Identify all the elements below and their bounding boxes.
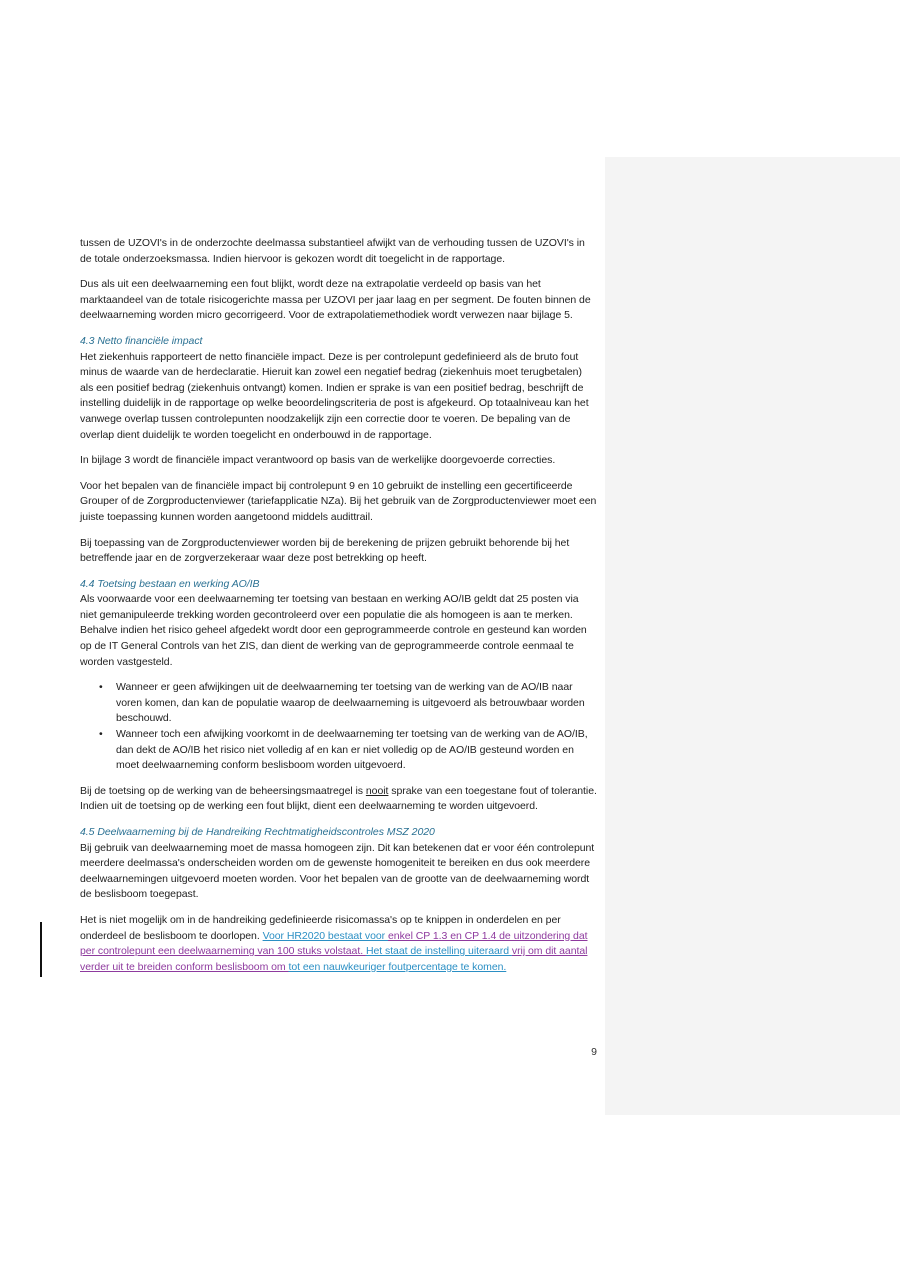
bullet-list-aoib bbox=[80, 680, 597, 774]
paragraph-extrapolatie: Dus als uit een deelwaarneming een fout blijkt, wordt deze na extrapolatie verdeeld op basis van het marktaandeel van de totale risicogerichte massa per UZOVI per jaar laag en per segment. De fouten binnen de deelwaarneming worden micro gecorrigeerd. Voor de extrapolatiemethodiek wordt verwezen naar bijlage 5. bbox=[80, 278, 591, 322]
paragraph-bijlage-3: In bijlage 3 wordt de financiële impact verantwoord op basis van de werkelijke doorgevoerde correcties. bbox=[80, 454, 556, 467]
text-segment: sprake van een toegestane fout of tolerantie. Indien uit de toetsing op de werking een fout blijkt, dient een deelwaarneming te worden uitgevoerd. bbox=[80, 784, 597, 813]
paragraph-uzovi-verhouding: tussen de UZOVI's in de onderzochte deelmassa substantieel afwijkt van de verhouding tussen de UZOVI's in de totale onderzoeksmassa. Indien hiervoor is gekozen wordt dit toegelicht in de rapportage. bbox=[80, 237, 585, 265]
section-heading-4-5: 4.5 Deelwaarneming bij de Handreiking Rechtmatigheidscontroles MSZ 2020 bbox=[80, 826, 435, 838]
tracked-insertion-blue: tot een nauwkeuriger foutpercentage te komen. bbox=[288, 960, 507, 973]
tracked-insertion-blue: Voor HR2020 bestaat voor bbox=[262, 929, 388, 942]
list-item: • Wanneer er geen afwijkingen uit de deelwaarneming ter toetsing van de werking van de AO/IB naar voren komen, dan kan de populatie waarop de deelwaarneming is uitgevoerd als betrouwbaar worden beschouwd. bbox=[116, 680, 597, 727]
paragraph-toepassing-zorgproductenviewer: Bij toepassing van de Zorgproductenviewer worden bij de berekening de prijzen gebruikt behorende bij het betreffende jaar en de zorgverzekeraar waar deze post betrekking op heeft. bbox=[80, 536, 570, 565]
tracked-insertion-purple: vrij om dit aantal verder uit te breiden conform beslisboom om bbox=[80, 945, 588, 973]
paragraph-toetsing-bestaan-werking: Als voorwaarde voor een deelwaarneming ter toetsing van bestaan en werking AO/IB geldt dat 25 posten via niet gemanipuleerde trekking worden gecontroleerd over een populatie die als homogeen is aan te merken. Behalve indien het risico geheel afgedekt wordt door een geprogrammeerde controle en gesteund kan worden op de IT General Controls van het ZIS, dan dient de werking van de geprogrammeerde controle eenmaal te worden vastgesteld. bbox=[80, 593, 587, 668]
page-number: 9 bbox=[591, 1046, 597, 1058]
text-segment: Bij de toetsing op de werking van de beheersingsmaatregel is bbox=[80, 784, 366, 797]
list-item: • Wanneer toch een afwijking voorkomt in de deelwaarneming ter toetsing van de werking van de AO/IB, dan dekt de AO/IB het risico niet volledig af en kan er niet volledig op de AO/IB gesteund worden en moet deelwaarneming conform beslisboom worden uitgevoerd. bbox=[116, 727, 597, 774]
paragraph-tracked-changes bbox=[80, 913, 597, 975]
paragraph-deelwaarneming-homogeen: Bij gebruik van deelwaarneming moet de massa homogeen zijn. Dit kan betekenen dat er voor één controlepunt meerdere deelmassa's onderscheiden worden om de gewenste homogeniteit te bereiken en dus ook meerdere deelwaarnemingen uitgevoerd moeten worden. Voor het bepalen van de grootte van de deelwaarneming wordt de beslisboom toegepast. bbox=[80, 841, 595, 901]
revision-markup-side-panel bbox=[605, 157, 900, 1115]
section-heading-4-4: 4.4 Toetsing bestaan en werking AO/IB bbox=[80, 577, 260, 590]
underlined-word-nooit: nooit bbox=[365, 784, 389, 797]
tracked-insertion-blue: Het staat de instelling uiteraard bbox=[365, 945, 512, 958]
paragraph-beheersingsmaatregel bbox=[80, 784, 597, 815]
paragraph-grouper-zorgproductenviewer: Voor het bepalen van de financiële impact bij controlepunt 9 en 10 gebruikt de instelling een gecertificeerde Grouper of de Zorgproductenviewer (tariefapplicatie NZa). Bij het gebruik van de Zorgproductenviewer moet een juiste toepassing kunnen worden aangetoond middels audittrail. bbox=[80, 479, 597, 523]
section-heading-4-3: 4.3 Netto financiële impact bbox=[80, 334, 203, 347]
tracked-change-bar bbox=[40, 922, 42, 977]
tracked-insertion-purple: enkel CP 1.3 en CP 1.4 de uitzondering dat per controlepunt een deelwaarneming van 100 stuks volstaat. bbox=[80, 929, 588, 958]
document-body bbox=[80, 236, 597, 985]
text-segment: Het is niet mogelijk om in de handreiking gedefinieerde risicomassa's op te knippen in onderdelen en per onderdeel de beslisboom te doorlopen. bbox=[80, 913, 561, 942]
paragraph-netto-financiele-impact: Het ziekenhuis rapporteert de netto financiële impact. Deze is per controlepunt gedefinieerd als de bruto fout minus de waarde van de herdeclaratie. Hieruit kan zowel een negatief bedrag (ziekenhuis moet terugbetalen) als een positief bedrag (ziekenhuis ontvangt) komen. Indien er sprake is van een positief bedrag, beschrijft de instelling duidelijk in de rapportage op welke beoordelingscriteria de post is afgekeurd. Op totaalniveau kan het vanwege overlap tussen controlepunten noodzakelijk zijn een correctie door te voeren. De bepaling van de overlap dient duidelijk te worden toegelicht en onderbouwd in de rapportage. bbox=[80, 350, 589, 441]
